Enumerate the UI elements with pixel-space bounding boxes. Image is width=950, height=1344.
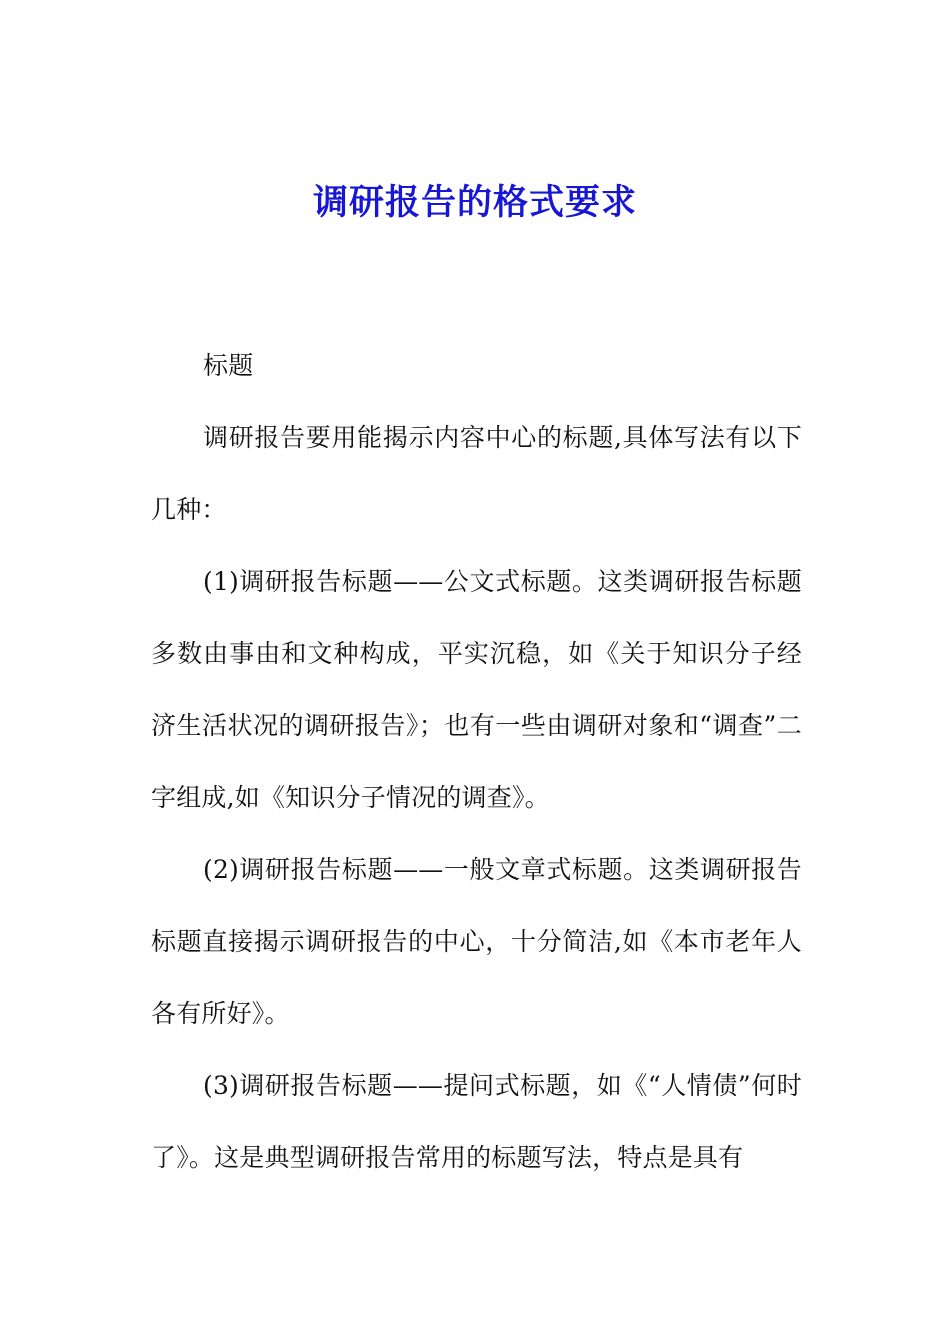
paragraph-intro: 调研报告要用能揭示内容中心的标题,具体写法有以下几种： xyxy=(151,423,802,524)
paragraph-item-3: (3)调研报告标题——提问式标题，如《“人情债”何时了》。这是典型调研报告常用的标题写法，特点是具有 xyxy=(151,1071,802,1172)
document-title: 调研报告的格式要求 xyxy=(312,182,637,223)
paragraph-heading: 标题 xyxy=(203,351,254,380)
paragraph-item-1: (1)调研报告标题——公文式标题。这类调研报告标题多数由事由和文种构成，平实沉稳，如《关于知识分子经济生活状况的调研报告》；也有一些由调研对象和“调查”二字组成,如《知识分子情况的调查》。 xyxy=(151,567,802,812)
document-body xyxy=(151,330,802,1194)
paragraph-item-2: (2)调研报告标题——一般文章式标题。这类调研报告标题直接揭示调研报告的中心，十分简洁,如《本市老年人各有所好》。 xyxy=(151,855,802,1028)
